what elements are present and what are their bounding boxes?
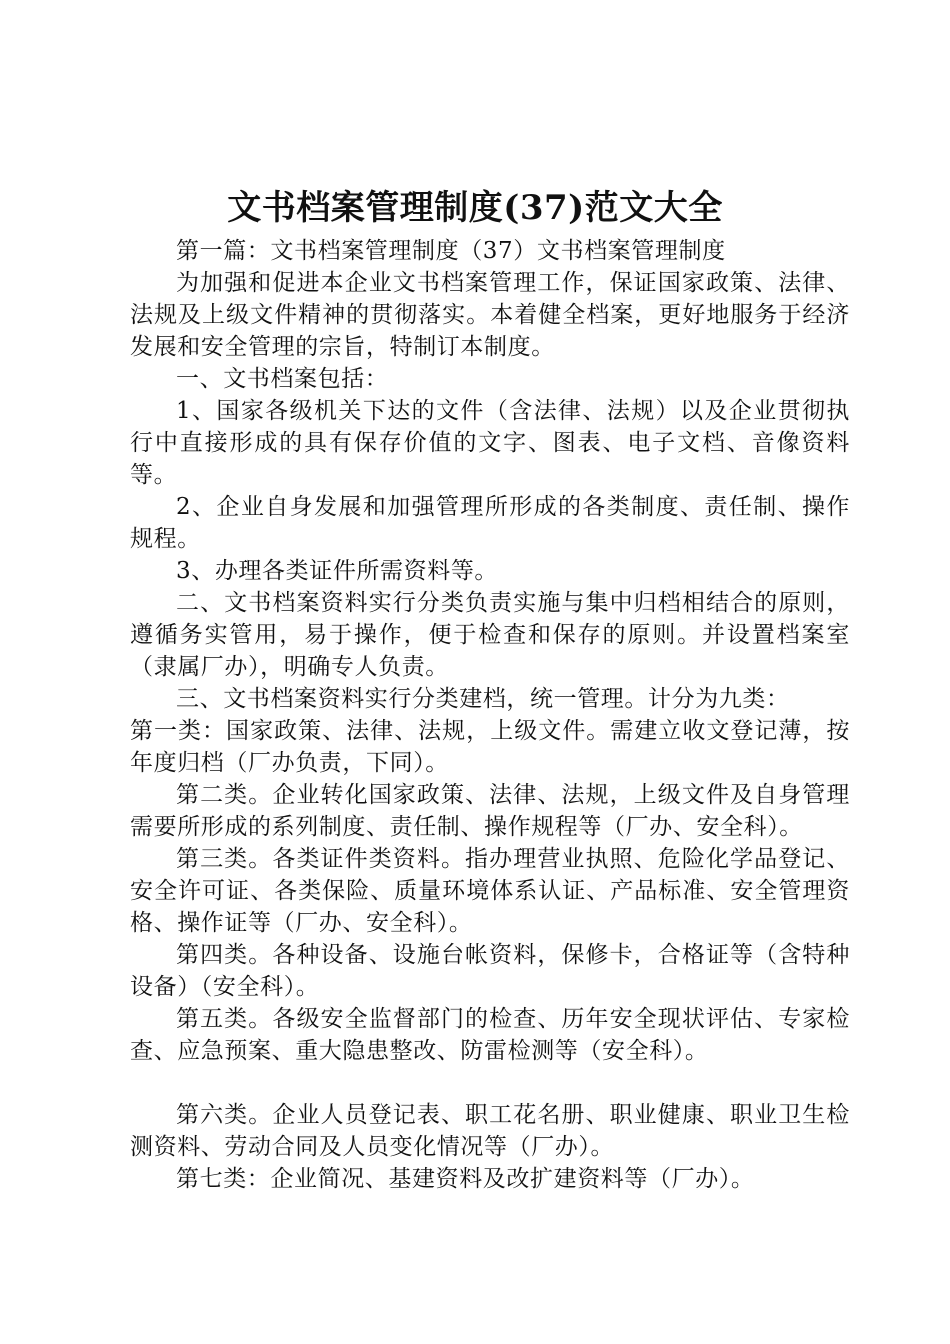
paragraph-section-one-heading: 一、文书档案包括： xyxy=(176,366,389,392)
document-body xyxy=(130,235,850,1195)
document-title: 文书档案管理制度(37)范文大全 xyxy=(227,188,723,228)
paragraph-item-2: 2、企业自身发展和加强管理所形成的各类制度、责任制、操作规程。 xyxy=(130,494,850,552)
paragraph-item-3: 3、办理各类证件所需资料等。 xyxy=(176,558,499,584)
paragraph-category-7: 第七类：企业简况、基建资料及改扩建资料等（厂办）。 xyxy=(176,1166,755,1192)
paragraph-spacer xyxy=(130,1067,850,1099)
paragraph-chapter-heading: 第一篇：文书档案管理制度（37）文书档案管理制度 xyxy=(176,238,726,264)
paragraph-category-6: 第六类。企业人员登记表、职工花名册、职业健康、职业卫生检测资料、劳动合同及人员变化情况等（厂办）。 xyxy=(130,1102,850,1160)
paragraph-category-2: 第二类。企业转化国家政策、法律、法规，上级文件及自身管理需要所形成的系列制度、责任制、操作规程等（厂办、安全科）。 xyxy=(130,782,850,840)
paragraph-section-two: 二、文书档案资料实行分类负责实施与集中归档相结合的原则，遵循务实管用，易于操作，便于检查和保存的原则。并设置档案室（隶属厂办），明确专人负责。 xyxy=(130,590,850,680)
paragraph-category-1: 第一类：国家政策、法律、法规，上级文件。需建立收文登记薄，按年度归档（厂办负责，下同）。 xyxy=(130,718,850,776)
paragraph-category-3: 第三类。各类证件类资料。指办理营业执照、危险化学品登记、安全许可证、各类保险、质量环境体系认证、产品标准、安全管理资格、操作证等（厂办、安全科）。 xyxy=(130,846,850,936)
paragraph-category-4: 第四类。各种设备、设施台帐资料，保修卡，合格证等（含特种设备）（安全科）。 xyxy=(130,942,850,1000)
paragraph-category-5: 第五类。各级安全监督部门的检查、历年安全现状评估、专家检查、应急预案、重大隐患整改、防雷检测等（安全科）。 xyxy=(130,1006,850,1064)
paragraph-item-1: 1、国家各级机关下达的文件（含法律、法规）以及企业贯彻执行中直接形成的具有保存价值的文字、图表、电子文档、音像资料等。 xyxy=(130,398,850,488)
paragraph-section-three: 三、文书档案资料实行分类建档，统一管理。计分为九类： xyxy=(176,686,790,712)
paragraph-intro: 为加强和促进本企业文书档案管理工作，保证国家政策、法律、法规及上级文件精神的贯彻落实。本着健全档案，更好地服务于经济发展和安全管理的宗旨，特制订本制度。 xyxy=(130,270,850,360)
